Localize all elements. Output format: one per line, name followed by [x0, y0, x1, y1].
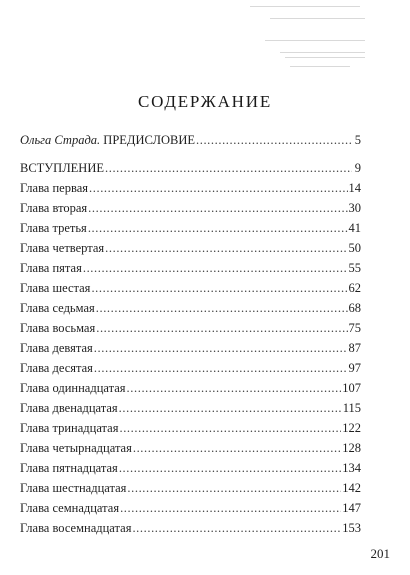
toc-entry-page: 97: [348, 361, 361, 375]
dot-leader: [105, 161, 352, 176]
toc-entry-page: 87: [348, 341, 361, 355]
toc-entry-page: 75: [348, 321, 361, 335]
toc-entry-label: Глава тринадцатая: [20, 421, 119, 435]
toc-entry-label: ВСТУПЛЕНИЕ: [20, 161, 104, 175]
toc-entry[interactable]: [20, 501, 361, 521]
toc-entry[interactable]: [20, 481, 361, 501]
toc-entry-page: 115: [342, 401, 361, 415]
show-through-bleed: [0, 0, 410, 75]
toc-entry-label: Глава четвертая: [20, 241, 105, 255]
dot-leader: [119, 401, 342, 416]
toc-entry[interactable]: [20, 421, 361, 441]
dot-leader: [88, 221, 348, 236]
dot-leader: [127, 481, 341, 496]
dot-leader: [127, 381, 342, 396]
toc-entry-page: 62: [348, 281, 361, 295]
dot-leader: [105, 241, 347, 256]
toc-entry[interactable]: [20, 361, 361, 381]
preface-title: ПРЕДИСЛОВИЕ: [103, 133, 195, 147]
toc-entry-label: Глава десятая: [20, 361, 93, 375]
toc-entry[interactable]: [20, 261, 361, 281]
dot-leader: [94, 361, 348, 376]
toc-entry[interactable]: [20, 301, 361, 321]
toc-entry-label: Глава четырнадцатая: [20, 441, 132, 455]
dot-leader: [96, 301, 348, 316]
preface-author: Ольга Страда.: [20, 133, 101, 147]
toc-entry-page: 30: [348, 201, 361, 215]
toc-entry-page: 107: [342, 381, 361, 395]
toc-entry[interactable]: [20, 341, 361, 361]
toc-entry-page: 128: [342, 441, 361, 455]
dot-leader: [91, 281, 347, 296]
toc-entry-label: Глава седьмая: [20, 301, 95, 315]
toc-entry-page: 50: [348, 241, 361, 255]
toc-entry[interactable]: [20, 321, 361, 341]
toc-entry[interactable]: [20, 241, 361, 261]
toc-entry-page: 153: [342, 521, 361, 535]
toc-entry-label: Глава третья: [20, 221, 87, 235]
toc-entry-label: Глава восьмая: [20, 321, 96, 335]
toc-entry-preface[interactable]: [20, 133, 361, 153]
toc-entry-label: Глава одиннадцатая: [20, 381, 126, 395]
page-number: 201: [370, 546, 390, 561]
toc-entry[interactable]: [20, 201, 361, 221]
toc-entry-label: [20, 133, 195, 148]
toc-entry-page: 14: [348, 181, 361, 195]
toc-entry-label: Глава шестая: [20, 281, 91, 295]
dot-leader: [83, 261, 348, 276]
toc-entry-label: Глава пятая: [20, 261, 82, 275]
toc-entry-page: 134: [342, 461, 361, 475]
toc-entry[interactable]: [20, 381, 361, 401]
toc-entry-label: Глава семнадцатая: [20, 501, 120, 515]
toc-entries: [20, 161, 361, 541]
table-of-contents: [20, 133, 361, 541]
toc-entry[interactable]: [20, 521, 361, 541]
toc-entry[interactable]: [20, 161, 361, 181]
toc-entry[interactable]: [20, 181, 361, 201]
page-title: СОДЕРЖАНИЕ: [137, 92, 273, 111]
toc-entry-label: Глава шестнадцатая: [20, 481, 127, 495]
toc-entry-page: 68: [348, 301, 361, 315]
dot-leader: [119, 461, 341, 476]
dot-leader: [119, 421, 341, 436]
toc-entry-label: Глава первая: [20, 181, 89, 195]
toc-entry-label: Глава двенадцатая: [20, 401, 118, 415]
section-gap: [20, 153, 361, 161]
dot-leader: [133, 441, 341, 456]
toc-entry[interactable]: [20, 401, 361, 421]
dot-leader: [120, 501, 341, 516]
dot-leader: [96, 321, 347, 336]
toc-entry-label: Глава пятнадцатая: [20, 461, 118, 475]
dot-leader: [94, 341, 348, 356]
dot-leader: [89, 181, 347, 196]
toc-entry[interactable]: [20, 281, 361, 301]
toc-entry-page: 142: [342, 481, 361, 495]
toc-entry-label: Глава вторая: [20, 201, 88, 215]
toc-entry[interactable]: [20, 461, 361, 481]
dot-leader: [88, 201, 347, 216]
toc-entry-page: 9: [354, 161, 361, 175]
dot-leader: [196, 133, 352, 148]
toc-entry-label: Глава девятая: [20, 341, 93, 355]
toc-entry-page: 122: [342, 421, 361, 435]
toc-entry[interactable]: [20, 441, 361, 461]
toc-entry-page: 5: [354, 133, 361, 147]
toc-entry-page: 41: [348, 221, 361, 235]
toc-entry-page: 147: [342, 501, 361, 515]
toc-entry[interactable]: [20, 221, 361, 241]
dot-leader: [132, 521, 341, 536]
toc-entry-page: 55: [348, 261, 361, 275]
toc-entry-label: Глава восемнадцатая: [20, 521, 132, 535]
